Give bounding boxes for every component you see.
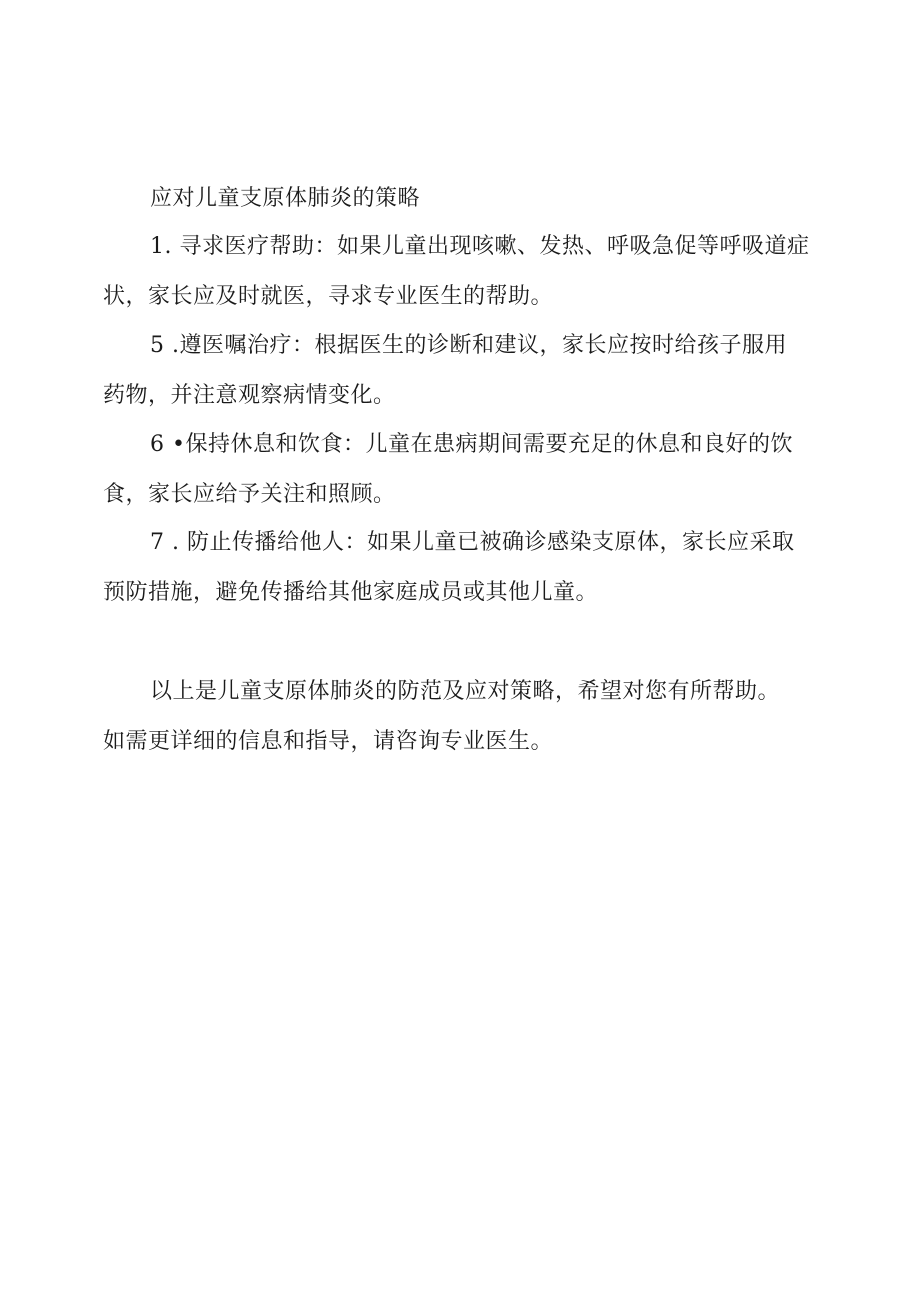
paragraph-item-2-line-1: 5 .遵医嘱治疗：根据医生的诊断和建议，家长应按时给孩子服用 [150, 333, 787, 358]
paragraph-item-4-line-1: 7 . 防止传播给他人：如果儿童已被确诊感染支原体，家长应采取 [150, 530, 795, 555]
paragraph-item-3-line-2: 食，家长应给予关注和照顾。 [103, 482, 396, 507]
document-title: 应对儿童支原体肺炎的策略 [150, 186, 421, 211]
paragraph-item-1-line-1: 1. 寻求医疗帮助：如果儿童出现咳嗽、发热、呼吸急促等呼吸道症 [150, 234, 810, 259]
conclusion-line-2: 如需更详细的信息和指导，请咨询专业医生。 [103, 729, 554, 754]
paragraph-item-2-line-2: 药物，并注意观察病情变化。 [103, 383, 396, 408]
conclusion-line-1: 以上是儿童支原体肺炎的防范及应对策略，希望对您有所帮助。 [150, 679, 781, 704]
paragraph-item-3-line-1: 6 •保持休息和饮食：儿童在患病期间需要充足的休息和良好的饮 [150, 432, 793, 457]
paragraph-item-1-line-2: 状，家长应及时就医，寻求专业医生的帮助。 [103, 284, 554, 309]
paragraph-item-4-line-2: 预防措施，避免传播给其他家庭成员或其他儿童。 [103, 580, 599, 605]
